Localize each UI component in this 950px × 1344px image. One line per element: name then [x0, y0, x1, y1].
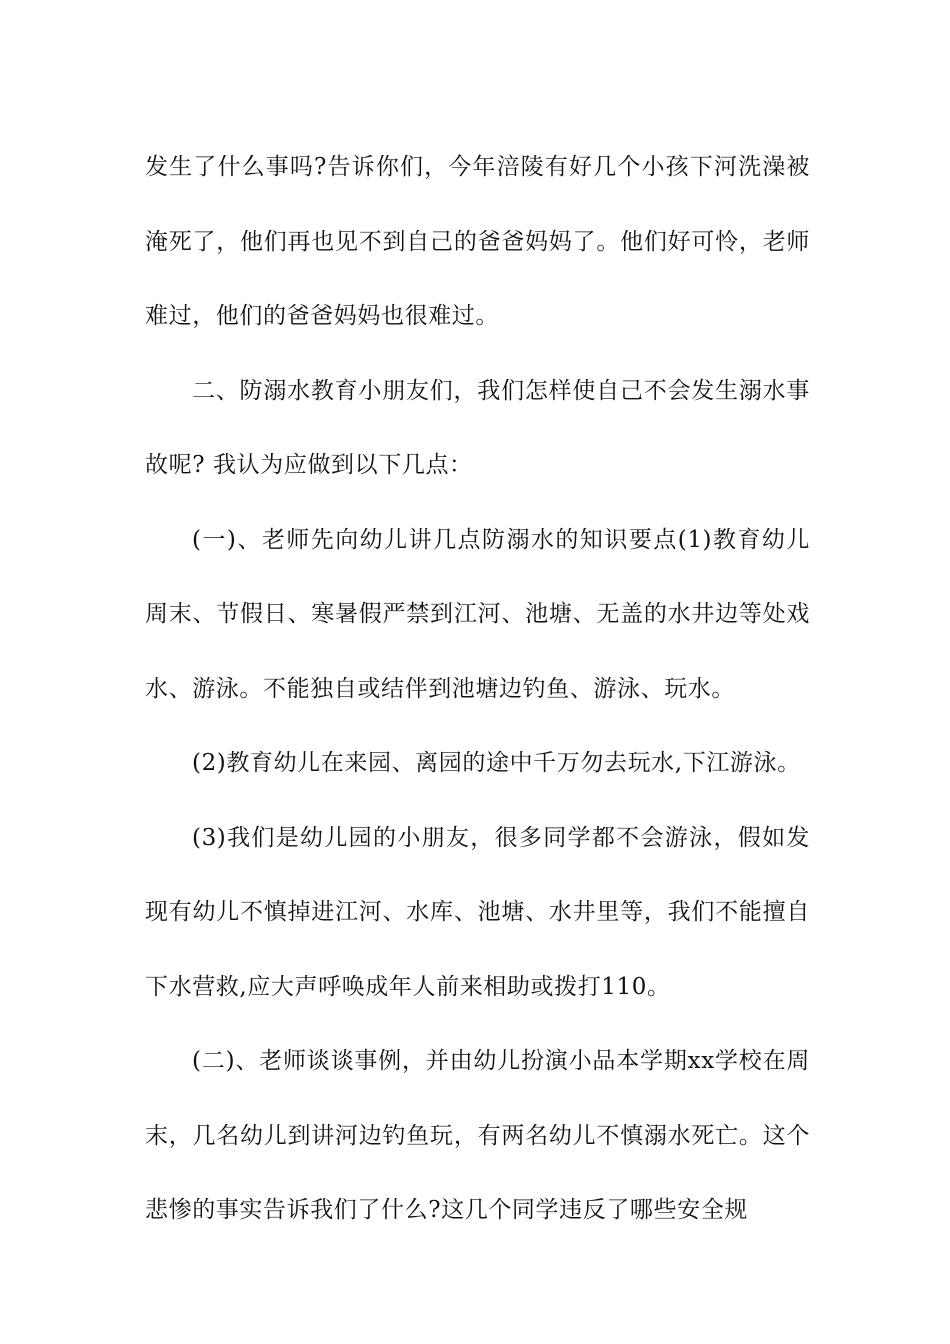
document-body [145, 130, 810, 1248]
paragraph-2: 二、防溺水教育小朋友们，我们怎样使自己不会发生溺水事故呢? 我认为应做到以下几点： [145, 377, 810, 478]
paragraph-4: (2)教育幼儿在来园、离园的途中千万勿去玩水,下江游泳。 [192, 750, 801, 776]
paragraph-1: 发生了什么事吗?告诉你们，今年涪陵有好几个小孩下河洗澡被淹死了，他们再也见不到自己的爸爸妈妈了。他们好可怜，老师难过，他们的爸爸妈妈也很难过。 [145, 154, 810, 329]
paragraph-3: (一)、老师先向幼儿讲几点防溺水的知识要点(1)教育幼儿周末、节假日、寒暑假严禁到江河、池塘、无盖的水井边等处戏水、游泳。不能独自或结伴到池塘边钓鱼、游泳、玩水。 [145, 526, 810, 702]
paragraph-6: (二)、老师谈谈事例，并由幼儿扮演小品本学期xx学校在周末，几名幼儿到讲河边钓鱼玩，有两名幼儿不慎溺水死亡。这个悲惨的事实告诉我们了什么?这几个同学违反了哪些安全规 [145, 1048, 810, 1223]
paragraph-5: (3)我们是幼儿园的小朋友，很多同学都不会游泳，假如发现有幼儿不慎掉进江河、水库、池塘、水井里等，我们不能擅自下水营救,应大声呼唤成年人前来相助或拨打110。 [145, 824, 810, 1000]
